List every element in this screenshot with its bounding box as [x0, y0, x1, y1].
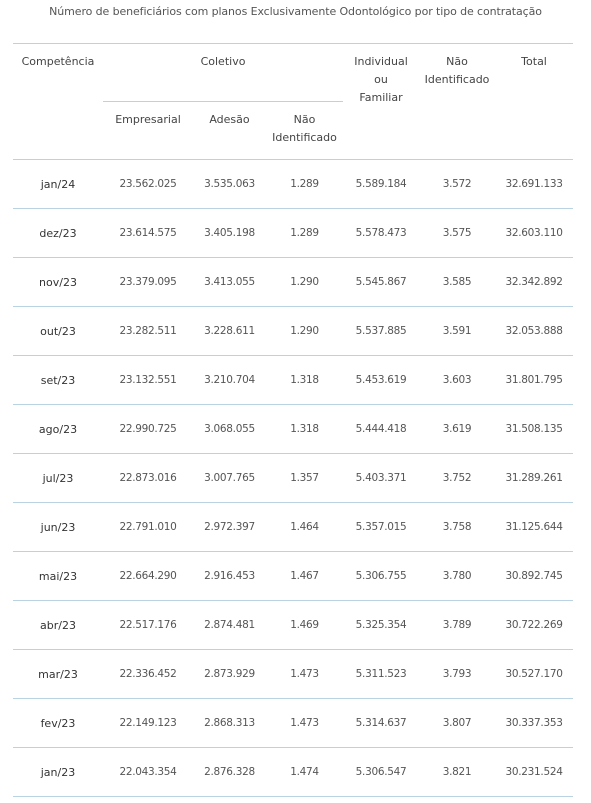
- beneficiaries-table: [13, 43, 573, 797]
- cell-adesao: 3.210.704: [204, 374, 255, 386]
- cell-competencia: nov/23: [39, 275, 77, 289]
- cell-nao-identificado-coletivo: 1.290: [290, 276, 319, 288]
- cell-nao-identificado: 3.807: [442, 717, 472, 729]
- cell-individual-ou-familiar: 5.578.473: [355, 227, 407, 239]
- cell-nao-identificado: 3.789: [442, 619, 472, 631]
- cell-individual-ou-familiar: 5.444.418: [355, 423, 407, 435]
- cell-individual-ou-familiar: 5.311.523: [355, 668, 407, 680]
- cell-individual-ou-familiar: 5.589.184: [355, 178, 407, 190]
- table-caption: Número de beneficiários com planos Exclusivamente Odontológico por tipo de contratação: [49, 5, 542, 18]
- cell-total: 32.603.110: [505, 227, 563, 239]
- cell-nao-identificado-coletivo: 1.290: [290, 325, 319, 337]
- cell-total: 32.691.133: [505, 178, 563, 190]
- cell-nao-identificado: 3.572: [442, 178, 472, 190]
- cell-competencia: jan/23: [40, 765, 76, 779]
- cell-individual-ou-familiar: 5.537.885: [355, 325, 407, 337]
- cell-total: 30.231.524: [505, 766, 563, 778]
- cell-adesao: 2.873.929: [204, 668, 255, 680]
- cell-nao-identificado: 3.603: [442, 374, 472, 386]
- cell-total: 30.527.170: [505, 668, 563, 680]
- cell-nao-identificado-coletivo: 1.464: [290, 521, 319, 533]
- cell-total: 31.801.795: [505, 374, 563, 386]
- table-row: [13, 160, 573, 209]
- table-row: [13, 454, 573, 503]
- table-body: [13, 160, 573, 797]
- cell-competencia: fev/23: [40, 716, 76, 730]
- cell-empresarial: 23.379.095: [119, 276, 177, 288]
- cell-empresarial: 23.562.025: [119, 178, 177, 190]
- table-row: [13, 307, 573, 356]
- cell-adesao: 2.916.453: [204, 570, 255, 582]
- cell-nao-identificado: 3.575: [442, 227, 472, 239]
- cell-adesao: 3.068.055: [204, 423, 255, 435]
- cell-adesao: 3.535.063: [204, 178, 255, 190]
- header-individual-line2: ou: [374, 73, 388, 86]
- cell-nao-identificado: 3.758: [442, 521, 472, 533]
- cell-nao-identificado-coletivo: 1.467: [290, 570, 319, 582]
- cell-nao-identificado-coletivo: 1.289: [290, 178, 319, 190]
- cell-adesao: 3.413.055: [204, 276, 255, 288]
- cell-nao-identificado: 3.619: [442, 423, 472, 435]
- cell-empresarial: 22.336.452: [119, 668, 177, 680]
- header-coletivo: Coletivo: [103, 44, 343, 102]
- header-individual-ou-familiar: [343, 44, 419, 160]
- cell-adesao: 3.405.198: [204, 227, 255, 239]
- table-row: [13, 552, 573, 601]
- table-row: [13, 209, 573, 258]
- cell-nao-identificado: 3.780: [442, 570, 472, 582]
- header-adesao: Adesão: [209, 113, 250, 126]
- table-row: [13, 258, 573, 307]
- cell-nao-identificado: 3.821: [442, 766, 472, 778]
- header-individual-line1: Individual: [354, 55, 408, 68]
- table-row: [13, 650, 573, 699]
- cell-total: 32.053.888: [505, 325, 563, 337]
- cell-individual-ou-familiar: 5.453.619: [355, 374, 407, 386]
- table-row: [13, 356, 573, 405]
- header-competencia: Competência: [21, 55, 95, 68]
- cell-empresarial: 23.132.551: [119, 374, 177, 386]
- cell-competencia: ago/23: [38, 422, 78, 436]
- cell-nao-identificado-coletivo: 1.318: [290, 374, 319, 386]
- cell-adesao: 2.972.397: [204, 521, 255, 533]
- cell-nao-identificado-coletivo: 1.473: [290, 668, 319, 680]
- cell-individual-ou-familiar: 5.357.015: [355, 521, 407, 533]
- cell-competencia: abr/23: [40, 618, 76, 632]
- cell-empresarial: 22.791.010: [119, 521, 177, 533]
- cell-competencia: out/23: [40, 324, 76, 338]
- cell-empresarial: 23.614.575: [119, 227, 177, 239]
- cell-empresarial: 22.990.725: [119, 423, 177, 435]
- header-row-1: [13, 44, 573, 102]
- header-nao-identificado: Não Identificado: [424, 55, 490, 86]
- cell-empresarial: 22.149.123: [119, 717, 177, 729]
- cell-individual-ou-familiar: 5.545.867: [355, 276, 407, 288]
- cell-total: 30.722.269: [505, 619, 563, 631]
- table-row: [13, 748, 573, 797]
- cell-total: 31.125.644: [505, 521, 563, 533]
- cell-competencia: mar/23: [38, 667, 78, 681]
- cell-nao-identificado: 3.585: [442, 276, 472, 288]
- header-individual-line3: Familiar: [359, 91, 403, 104]
- cell-total: 31.289.261: [505, 472, 563, 484]
- table-row: [13, 405, 573, 454]
- cell-adesao: 2.876.328: [204, 766, 255, 778]
- cell-nao-identificado-coletivo: 1.289: [290, 227, 319, 239]
- cell-competencia: dez/23: [39, 226, 77, 240]
- cell-nao-identificado-coletivo: 1.473: [290, 717, 319, 729]
- cell-nao-identificado: 3.591: [442, 325, 472, 337]
- table-header: [13, 44, 573, 160]
- cell-empresarial: 22.873.016: [119, 472, 177, 484]
- cell-nao-identificado-coletivo: 1.474: [290, 766, 319, 778]
- cell-adesao: 2.874.481: [204, 619, 255, 631]
- cell-individual-ou-familiar: 5.325.354: [355, 619, 407, 631]
- cell-total: 31.508.135: [505, 423, 563, 435]
- table-row: [13, 503, 573, 552]
- cell-adesao: 2.868.313: [204, 717, 255, 729]
- cell-competencia: mai/23: [38, 569, 78, 583]
- header-nao-identificado-coletivo: Não Identificado: [272, 113, 337, 144]
- cell-nao-identificado: 3.793: [442, 668, 472, 680]
- cell-adesao: 3.228.611: [204, 325, 255, 337]
- cell-empresarial: 22.517.176: [119, 619, 177, 631]
- table-row: [13, 699, 573, 748]
- header-empresarial: Empresarial: [115, 113, 181, 126]
- cell-nao-identificado-coletivo: 1.318: [290, 423, 319, 435]
- cell-empresarial: 22.664.290: [119, 570, 177, 582]
- cell-individual-ou-familiar: 5.306.755: [355, 570, 407, 582]
- cell-empresarial: 23.282.511: [119, 325, 177, 337]
- cell-nao-identificado-coletivo: 1.357: [290, 472, 319, 484]
- cell-total: 30.892.745: [505, 570, 563, 582]
- cell-empresarial: 22.043.354: [119, 766, 177, 778]
- cell-adesao: 3.007.765: [204, 472, 255, 484]
- cell-competencia: set/23: [40, 373, 76, 387]
- cell-individual-ou-familiar: 5.306.547: [355, 766, 407, 778]
- cell-individual-ou-familiar: 5.403.371: [355, 472, 407, 484]
- cell-nao-identificado: 3.752: [442, 472, 472, 484]
- cell-individual-ou-familiar: 5.314.637: [355, 717, 407, 729]
- cell-nao-identificado-coletivo: 1.469: [290, 619, 319, 631]
- cell-total: 32.342.892: [505, 276, 563, 288]
- cell-competencia: jul/23: [42, 471, 74, 485]
- cell-competencia: jan/24: [40, 177, 76, 191]
- cell-total: 30.337.353: [505, 717, 563, 729]
- cell-competencia: jun/23: [40, 520, 76, 534]
- header-total: Total: [521, 55, 547, 68]
- table-row: [13, 601, 573, 650]
